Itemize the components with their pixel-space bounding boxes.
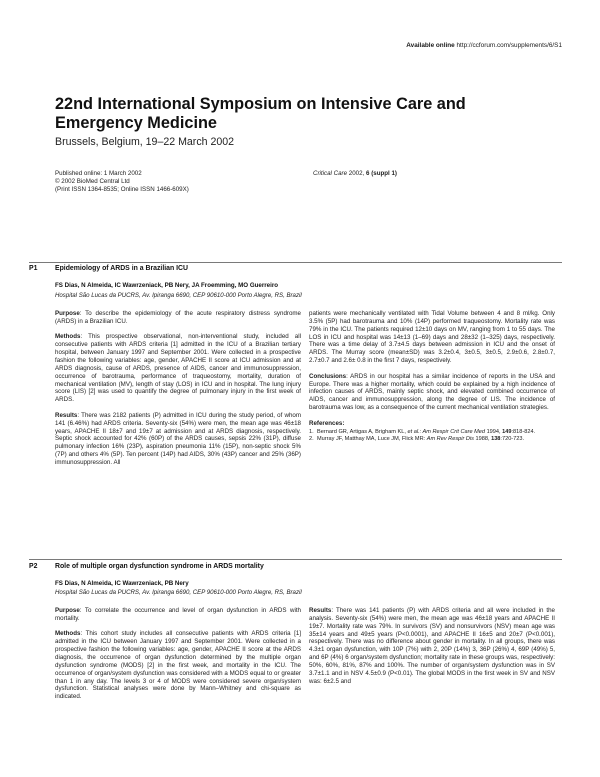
reference-item	[309, 436, 555, 443]
abstract-divider	[29, 262, 562, 263]
section-label: Methods	[55, 630, 81, 638]
reference-number: 2.	[309, 435, 314, 442]
reference-year: 1988,	[473, 435, 492, 442]
page-title: 22nd International Symposium on Intensive Care and Emergency Medicine	[55, 95, 466, 132]
reference-journal: Am Rev Respir Dis	[426, 435, 474, 442]
reference-journal: : Am Respir Crit Care Med	[419, 428, 486, 435]
reference-authors: Bernard GR, Artigas A, Brigham KL,	[317, 428, 408, 435]
reference-volume: 149	[502, 428, 512, 435]
section-text: : There was 2182 patients (P) admitted in ICU during the study period, of whom 141 (6.46%) had ARDS criteria. Seventy-six (54%) were men, the mean age was 46±18 years, APACHE II 18±7 and 19±7 at admission and at ARDS diagnosis, respectively. Septic shock accounted for 42% (60P) of the ARDS causes, sepsis 22% (31P), diffuse pulmonary infection 16% (23P), aspiration pneumonia 11% (15P), non-septic shock 5% (7P) and others 4% (5P). Ten percent (14P) had AIDS, 30% (43P) cancer and 25% (36P) immunosuppression. All	[55, 411, 301, 466]
abstract-affiliation: Hospital São Lucas da PUCRS, Av. Ipiranga 6690, CEP 90610-000 Porto Alegre, RS, Brazil	[55, 589, 302, 596]
reference-pages: :720-723.	[500, 435, 525, 442]
abstract-right-column	[309, 310, 555, 443]
reference-etal: et al.	[407, 428, 420, 435]
abstract-authors: FS Dias, N Almeida, IC Wawrzeniack, PB Nery, JA Froemming, MO Guerreiro	[55, 282, 279, 289]
journal-citation	[313, 170, 397, 177]
methods-paragraph	[55, 333, 301, 404]
abstract-title: Epidemiology of ARDS in a Brazilian ICU	[55, 265, 188, 272]
section-text: patients were mechanically ventilated with Tidal Volume between 4 and 8 ml/kg. Only 3.5% (5P) had barotrauma and 10% (14P) performed traqueostomy. Mortality rate was 79% in the ICU. The patients required 12±10 days on MV, ranging from 1 to 55 days. The LOS in ICU and hospital was 14±13 (1–69) days and 28±32 (1–325) days, respectively. There was a time delay of 3.7±4.5 days between admission in ICU and the onset of ARDS. The Murray score (mean±SD) was 3.2±0.4, 3±0.5, 3±0.5, 2.9±0.6, 2.8±0.7, 2.7±0.7 and 2.6± 0.8 in the first 7 days, respectively.	[309, 310, 555, 365]
reference-item	[309, 429, 555, 436]
abstract-left-column	[55, 607, 301, 709]
references-heading: References:	[309, 419, 345, 427]
reference-volume: 138	[491, 435, 501, 442]
methods-paragraph	[55, 630, 301, 701]
abstract-divider	[29, 559, 562, 560]
section-label: Results	[55, 411, 78, 419]
online-url[interactable]: http://ccforum.com/supplements/6/S1	[456, 42, 562, 49]
abstract-title: Role of multiple organ dysfunction syndrome in ARDS mortality	[55, 563, 264, 570]
abstract-right-column	[309, 607, 555, 693]
pubinfo-line3: (Print ISSN 1364-8535; Online ISSN 1466-609X)	[55, 186, 189, 193]
journal-volume: 6	[366, 170, 370, 177]
online-label: Available online	[406, 42, 455, 49]
page-subtitle: Brussels, Belgium, 19–22 March 2002	[55, 136, 235, 148]
reference-pages: :818-824.	[511, 428, 536, 435]
conclusions-paragraph	[309, 373, 555, 412]
section-text: : This prospective observational, non-interventional study, included all consecutive patients with ARDS criteria [1] admitted in the ICU of a Brazilian tertiary hospital, between January 1997 and September 2001. Were collected in a prospective fashion the following variables: age, gender, APACHE II score at ICU admission and at ARDS diagnosis, cause of ARDS, presence of AIDS, cancer and immunosuppression, occurrence of barotrauma, performance of traqueostomy, mortality, duration of mechanical ventilation (MV), length of stay (LOS) in ICU and in hospital. The lung injury score (LIS) [2] was used to quantify the degree of pulmonary injury in the first week of ARDS.	[55, 333, 301, 404]
abstract-code: P2	[29, 563, 38, 570]
reference-year: 1994,	[485, 428, 503, 435]
section-text: : There was 141 patients (P) with ARDS criteria and all were included in the analysis. Seventy-six (54%) were men, the mean age was 46±18 years and APACHE II 19±7. Mortality rate was 79%. In survivors (SV) and nonsurvivors (NSV) mean age was 35±14 years and 49±5 years (P<0.0001), and APACHE II 16±5 and 20±7 (P<0.001), respectively. There was no difference about gender in mortality. In all groups, there was 4.3±1 organ dysfunction, with 10P (7%) with 2, 20P (14%) 3, 36P (26%) 4, 69P (49%) 5, and 6P (4%) 6 organ/system dysfunction; mortality rate in these groups was, respectively: 50%, 60%, 81%, 87% and 100%. The number of organ/system dysfunction was in SV 3.7±1.1 and in NSV 4.5±0.9 (P<0.01). The global MODS in the first week in SV and NSV was: 6±2.5 and	[309, 607, 555, 685]
section-text: : To correlate the occurrence and level of organ dysfunction in ARDS with mortality.	[55, 607, 301, 622]
journal-name: Critical Care	[313, 170, 348, 177]
abstract-left-column	[55, 310, 301, 475]
abstract-affiliation: Hospital São Lucas da PUCRS, Av. Ipiranga 6690, CEP 90610-000 Porto Alegre, RS, Brazil	[55, 292, 302, 299]
abstract-authors: FS Dias, N Almeida, IC Wawrzeniack, PB Nery	[55, 580, 189, 587]
reference-number: 1.	[309, 428, 314, 435]
journal-suppl: (suppl 1)	[371, 170, 397, 177]
pubinfo-line1: Published online: 1 March 2002	[55, 170, 142, 177]
results-paragraph	[55, 412, 301, 467]
section-label: Conclusions	[309, 372, 347, 380]
results-continued-paragraph	[309, 310, 555, 365]
section-label: Purpose	[55, 310, 80, 317]
section-label: Methods	[55, 333, 81, 341]
section-text: : ARDS in our hospital has a similar incidence of reports in the USA and Europe. There was a higher mortality, which could be explained by a high incidence of infection causes of ARDS, mainly septic shock, and elevated combined occurrence of AIDS, cancer and immunosuppression, along the degree of LIS. The incidence of barotrauma was low, as a consequence of the current mechanical ventilation strategies.	[309, 372, 555, 412]
section-label: Purpose	[55, 607, 80, 614]
reference-authors: Murray JF, Matthay MA, Luce JM, Flick MR:	[317, 435, 427, 442]
section-text: : To describe the epidemiology of the acute respiratory distress syndrome (ARDS) in a Brazilian ICU.	[55, 310, 301, 325]
online-availability	[406, 42, 562, 49]
purpose-paragraph	[55, 607, 301, 623]
purpose-paragraph	[55, 310, 301, 326]
publication-info	[55, 170, 189, 194]
pubinfo-line2: © 2002 BioMed Central Ltd	[55, 178, 130, 185]
journal-year: 2002,	[348, 170, 365, 177]
section-text: : This cohort study includes all consecutive patients with ARDS criteria [1] admitted in the ICU between January 1997 and September 2001. Were collected in a prospective fashion the following variables: age, gender, APACHE II score at the ARDS diagnosis, the occurrence of organ dysfunction determined by the multiple organ dysfunction syndrome (MODS) [2] in the first week, and mortality in the ICU. The occurrence of organ/system dysfunction was considered with a MODS equal to or greater than 1 in any day. The levels 3 or 4 of MODS were considered severe organ/system dysfunction. Statistical analyses were done by Mann–Whitney and chi-square as indicated.	[55, 630, 301, 701]
results-paragraph	[309, 607, 555, 685]
abstract-code: P1	[29, 265, 38, 272]
section-label: Results	[309, 607, 332, 614]
